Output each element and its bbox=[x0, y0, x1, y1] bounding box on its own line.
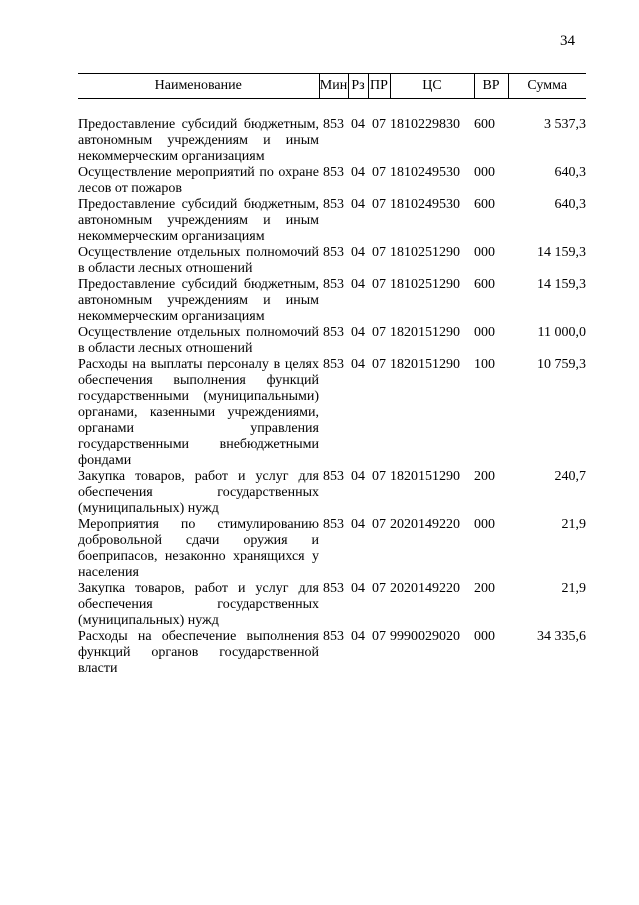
row-cs: 1810251290 bbox=[390, 245, 460, 260]
row-rz: 04 bbox=[351, 197, 365, 212]
row-rz: 04 bbox=[351, 277, 365, 292]
table-header-row bbox=[78, 74, 586, 99]
row-pr: 07 bbox=[372, 581, 386, 596]
row-sum: 640,3 bbox=[554, 165, 586, 180]
row-vr: 600 bbox=[474, 277, 495, 292]
header-min: Мин bbox=[319, 74, 348, 99]
row-vr: 000 bbox=[474, 245, 495, 260]
row-rz: 04 bbox=[351, 581, 365, 596]
row-rz: 04 bbox=[351, 469, 365, 484]
row-name: Мероприятия по стимулированию добровольной сдачи оружия и боеприпасов, незаконно хранящихся у населения bbox=[78, 517, 319, 580]
row-vr: 000 bbox=[474, 325, 495, 340]
row-sum: 14 159,3 bbox=[537, 277, 586, 292]
row-vr: 000 bbox=[474, 517, 495, 532]
row-pr: 07 bbox=[372, 197, 386, 212]
row-vr: 100 bbox=[474, 357, 495, 372]
row-cs: 1820151290 bbox=[390, 357, 460, 372]
table-row bbox=[78, 117, 586, 165]
row-cs: 9990029020 bbox=[390, 629, 460, 644]
row-vr: 600 bbox=[474, 197, 495, 212]
row-name: Предоставление субсидий бюджетным, автономным учреждениям и иным некоммерческим организациям bbox=[78, 117, 319, 164]
row-min: 853 bbox=[323, 581, 344, 596]
row-cs: 1810249530 bbox=[390, 165, 460, 180]
row-min: 853 bbox=[323, 357, 344, 372]
row-name: Осуществление отдельных полномочий в области лесных отношений bbox=[78, 245, 319, 276]
row-cs: 2020149220 bbox=[390, 581, 460, 596]
row-vr: 200 bbox=[474, 581, 495, 596]
row-cs: 1810229830 bbox=[390, 117, 460, 132]
row-min: 853 bbox=[323, 629, 344, 644]
row-rz: 04 bbox=[351, 325, 365, 340]
row-sum: 34 335,6 bbox=[537, 629, 586, 644]
row-name: Закупка товаров, работ и услуг для обеспечения государственных (муниципальных) нужд bbox=[78, 581, 319, 628]
row-pr: 07 bbox=[372, 325, 386, 340]
header-rz: Рз bbox=[348, 74, 368, 99]
row-cs: 1820151290 bbox=[390, 325, 460, 340]
row-name: Предоставление субсидий бюджетным, автономным учреждениям и иным некоммерческим организациям bbox=[78, 197, 319, 244]
row-min: 853 bbox=[323, 325, 344, 340]
table-row bbox=[78, 245, 586, 277]
row-sum: 21,9 bbox=[561, 517, 586, 532]
row-sum: 640,3 bbox=[554, 197, 586, 212]
row-min: 853 bbox=[323, 117, 344, 132]
row-pr: 07 bbox=[372, 517, 386, 532]
row-rz: 04 bbox=[351, 117, 365, 132]
row-pr: 07 bbox=[372, 277, 386, 292]
header-name: Наименование bbox=[78, 74, 319, 99]
row-vr: 000 bbox=[474, 629, 495, 644]
row-pr: 07 bbox=[372, 629, 386, 644]
row-pr: 07 bbox=[372, 357, 386, 372]
row-min: 853 bbox=[323, 517, 344, 532]
row-cs: 1810249530 bbox=[390, 197, 460, 212]
budget-table bbox=[78, 73, 586, 677]
row-name: Предоставление субсидий бюджетным, автономным учреждениям и иным некоммерческим организациям bbox=[78, 277, 319, 324]
row-pr: 07 bbox=[372, 469, 386, 484]
table-row bbox=[78, 325, 586, 357]
table-row bbox=[78, 165, 586, 197]
row-rz: 04 bbox=[351, 629, 365, 644]
table-row bbox=[78, 517, 586, 581]
row-cs: 1810251290 bbox=[390, 277, 460, 292]
row-rz: 04 bbox=[351, 165, 365, 180]
table-row bbox=[78, 581, 586, 629]
row-min: 853 bbox=[323, 469, 344, 484]
table-row bbox=[78, 357, 586, 469]
row-name: Расходы на выплаты персоналу в целях обеспечения выполнения функций государственными (муниципальными) органами, казенными учреждениями, органами управления государственными внебюджетными фондами bbox=[78, 357, 319, 468]
row-name: Закупка товаров, работ и услуг для обеспечения государственных (муниципальных) нужд bbox=[78, 469, 319, 516]
row-pr: 07 bbox=[372, 117, 386, 132]
table-row bbox=[78, 629, 586, 677]
row-cs: 1820151290 bbox=[390, 469, 460, 484]
row-vr: 200 bbox=[474, 469, 495, 484]
header-cs: ЦС bbox=[390, 74, 474, 99]
row-min: 853 bbox=[323, 165, 344, 180]
row-sum: 11 000,0 bbox=[537, 325, 586, 340]
row-cs: 2020149220 bbox=[390, 517, 460, 532]
header-pr: ПР bbox=[368, 74, 390, 99]
row-rz: 04 bbox=[351, 357, 365, 372]
row-sum: 14 159,3 bbox=[537, 245, 586, 260]
table-row bbox=[78, 197, 586, 245]
header-sum: Сумма bbox=[508, 74, 586, 99]
row-vr: 600 bbox=[474, 117, 495, 132]
row-min: 853 bbox=[323, 277, 344, 292]
row-vr: 000 bbox=[474, 165, 495, 180]
table-row bbox=[78, 277, 586, 325]
row-rz: 04 bbox=[351, 245, 365, 260]
row-name: Осуществление мероприятий по охране лесов от пожаров bbox=[78, 165, 319, 196]
row-min: 853 bbox=[323, 245, 344, 260]
page-number: 34 bbox=[560, 33, 575, 49]
row-sum: 240,7 bbox=[554, 469, 586, 484]
row-name: Расходы на обеспечение выполнения функций органов государственной власти bbox=[78, 629, 319, 676]
row-sum: 3 537,3 bbox=[544, 117, 586, 132]
row-sum: 21,9 bbox=[561, 581, 586, 596]
row-name: Осуществление отдельных полномочий в области лесных отношений bbox=[78, 325, 319, 356]
row-rz: 04 bbox=[351, 517, 365, 532]
header-vr: ВР bbox=[474, 74, 508, 99]
row-pr: 07 bbox=[372, 245, 386, 260]
row-sum: 10 759,3 bbox=[537, 357, 586, 372]
row-min: 853 bbox=[323, 197, 344, 212]
row-pr: 07 bbox=[372, 165, 386, 180]
table-row bbox=[78, 469, 586, 517]
